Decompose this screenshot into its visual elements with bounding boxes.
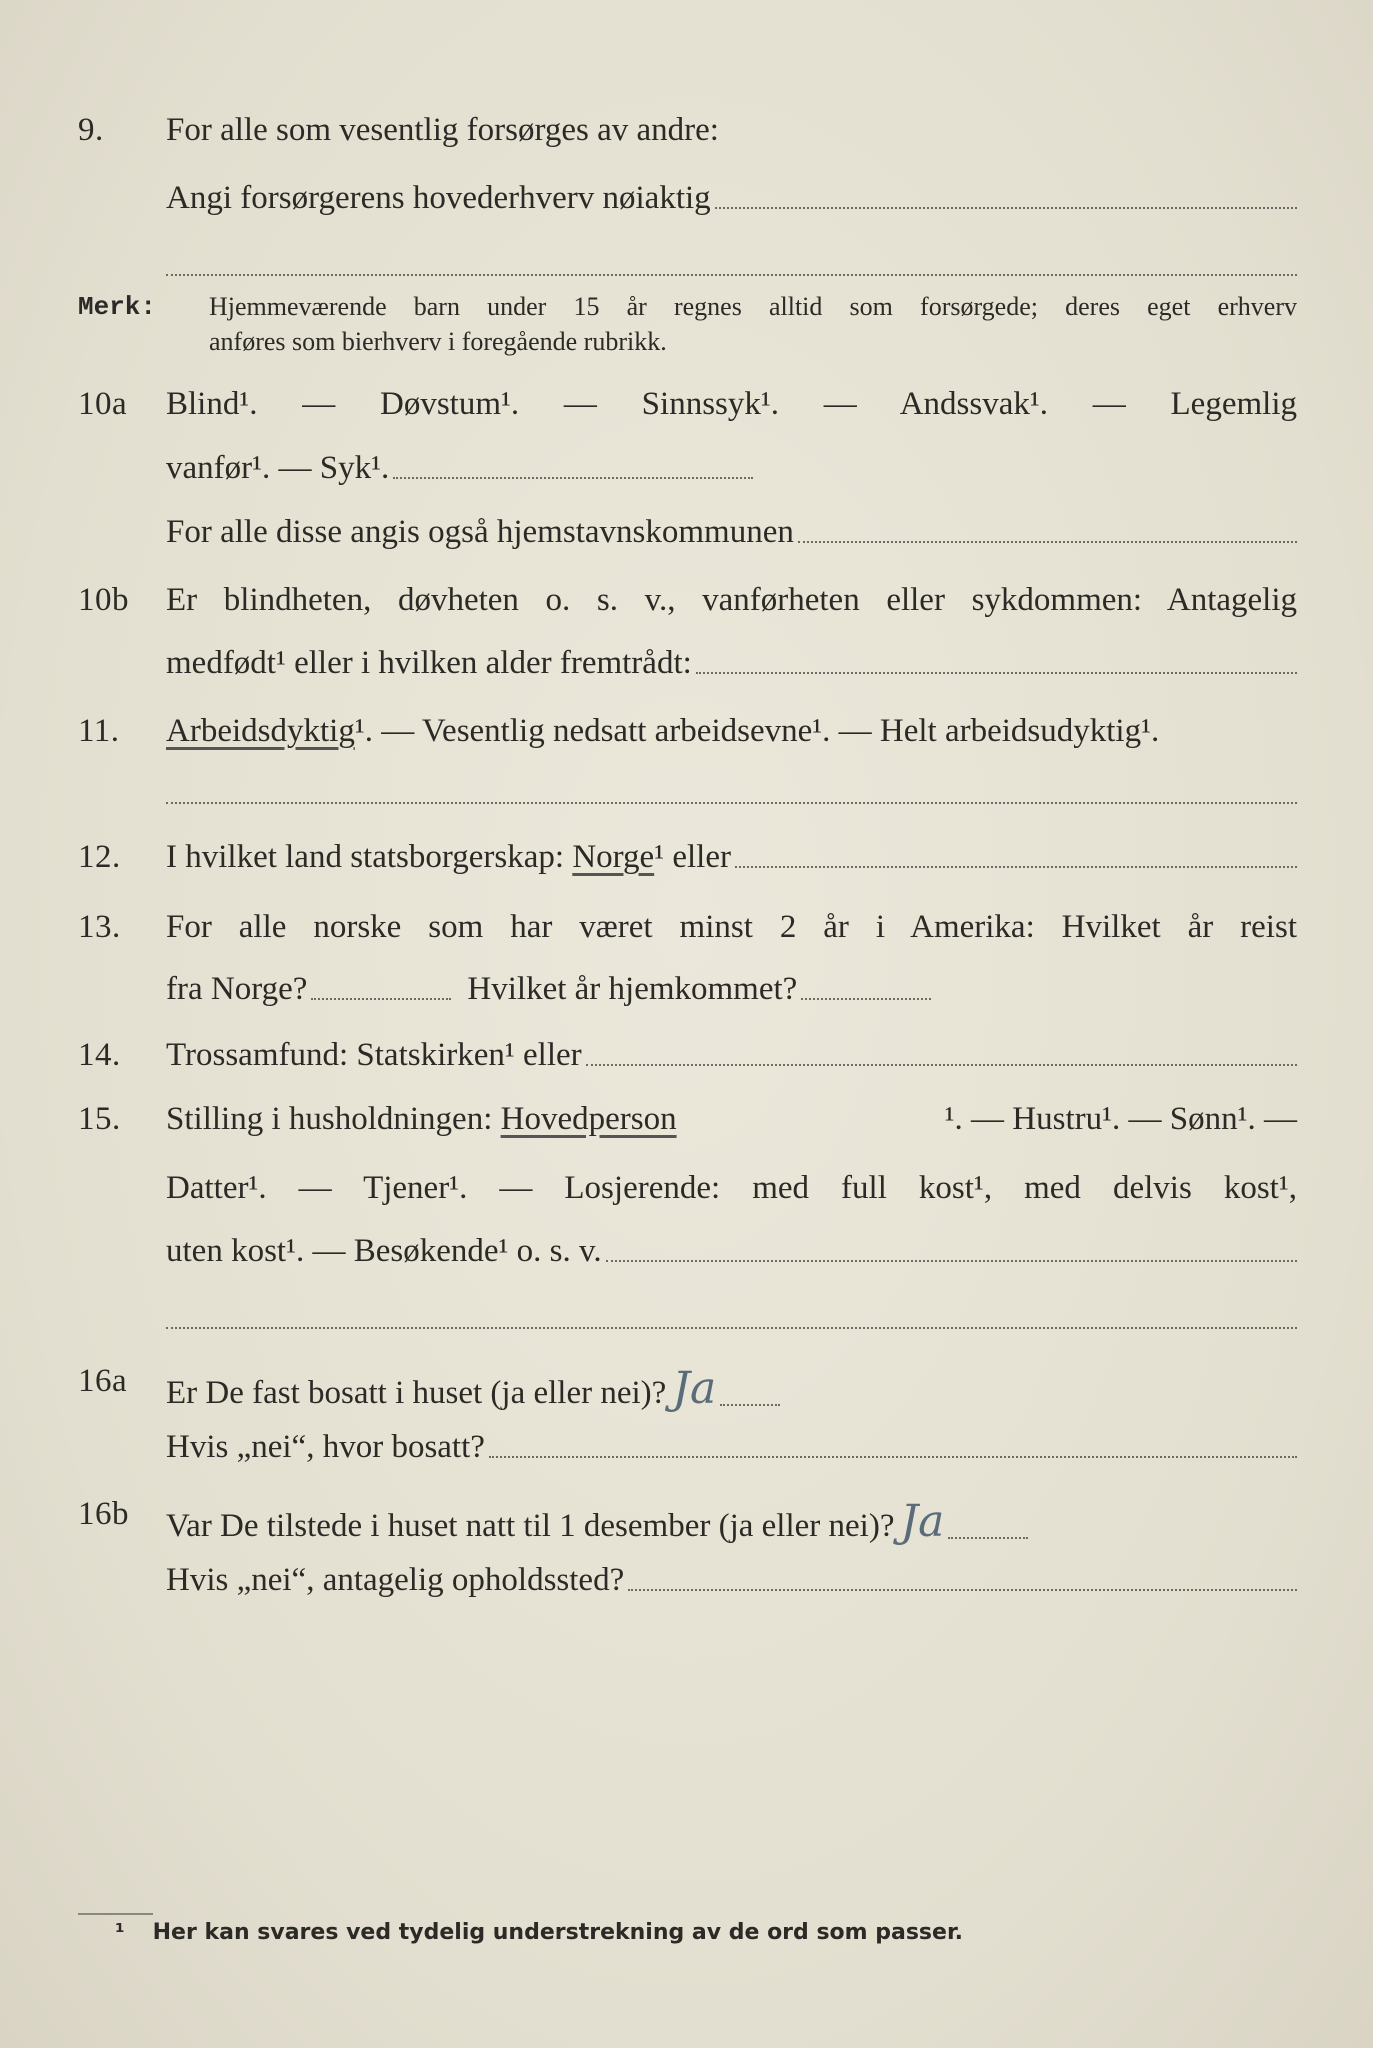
footnote-mark: ¹ — [115, 1920, 125, 1945]
q16a-field[interactable] — [720, 1404, 780, 1406]
q9-line2 — [166, 180, 1297, 217]
q16a-text: Er De fast bosatt i huset (ja eller nei)? — [166, 1375, 667, 1411]
q16a-where-field[interactable] — [489, 1456, 1297, 1458]
q12-text: I hvilket land statsborgerskap: — [166, 839, 573, 875]
q10b-field[interactable] — [696, 672, 1297, 674]
q16a-line1 — [166, 1363, 1297, 1414]
q15-line1 — [166, 1101, 1297, 1138]
q16a-line2 — [166, 1429, 1297, 1466]
q14-line — [166, 1037, 1297, 1074]
merk-label: Merk: — [78, 292, 157, 322]
merk-line1: Hjemmeværende barn under 15 år regnes alltid som forsørgede; deres eget erhverv — [209, 292, 1297, 321]
q11-field[interactable] — [166, 802, 1297, 804]
q14-field[interactable] — [586, 1064, 1297, 1066]
q15-text: Stilling i husholdningen: — [166, 1101, 501, 1137]
q13-return-label: Hvilket år hjemkommet? — [467, 971, 798, 1007]
q12-field[interactable] — [735, 866, 1297, 868]
q15-text3: uten kost¹. — Besøkende¹ o. s. v. — [166, 1233, 602, 1269]
q10a-home-field[interactable] — [798, 541, 1297, 543]
q14-text: Trossamfund: Statskirken¹ eller — [166, 1037, 582, 1073]
q16b-handwritten-answer[interactable]: Ja — [900, 1496, 945, 1547]
q10b-text: medfødt¹ eller i hvilken alder fremtrådt: — [166, 645, 692, 681]
q10a-line1: Blind¹. — Døvstum¹. — Sinnssyk¹. — Andssvak¹. — Legemlig — [166, 386, 1297, 422]
q16b-stay-field[interactable] — [628, 1589, 1297, 1591]
footnote-rule — [78, 1913, 153, 1915]
q13-return-field[interactable] — [801, 998, 931, 1000]
merk-line2 — [209, 327, 1297, 357]
q16a-number: 16a — [78, 1363, 128, 1399]
q12-other: ¹ eller — [654, 839, 731, 875]
q10a-number: 10a — [78, 386, 128, 422]
q9-line1 — [166, 112, 1297, 149]
q10b-line2 — [166, 645, 1297, 682]
q16b-number: 16b — [78, 1496, 129, 1532]
q15-field[interactable] — [606, 1260, 1297, 1262]
q11-line — [166, 713, 1297, 750]
q10b-number: 10b — [78, 582, 129, 618]
footnote-text: Her kan svares ved tydelig understrekning av de ord som passer. — [152, 1920, 964, 1945]
q12-marked-answer: Norge — [572, 839, 655, 875]
q16a-handwritten-answer[interactable]: Ja — [672, 1363, 717, 1414]
q15-options: ¹. — Hustru¹. — Sønn¹. — — [944, 1101, 1297, 1137]
q10a-line3 — [166, 514, 1297, 551]
q12-number: 12. — [78, 839, 121, 875]
q10a-field[interactable] — [393, 477, 753, 479]
q13-left-label: fra Norge? — [166, 971, 308, 1007]
divider — [166, 274, 1297, 276]
q14-number: 14. — [78, 1037, 121, 1073]
q15-line3 — [166, 1233, 1297, 1270]
q13-line2 — [166, 971, 1297, 1008]
q12-line — [166, 839, 1297, 876]
q9-number: 9. — [78, 112, 104, 148]
q16b-field[interactable] — [948, 1537, 1028, 1539]
q11-marked-answer: Arbeidsdyktig — [166, 713, 355, 749]
q15-number: 15. — [78, 1101, 121, 1137]
q16b-text: Var De tilstede i huset natt til 1 desember (ja eller nei)? — [166, 1508, 895, 1544]
q13-line1: For alle norske som har været minst 2 år i Amerika: Hvilket år reist — [166, 909, 1297, 945]
merk-text: anføres som bierhverv i foregående rubrikk. — [209, 327, 667, 356]
q16b-line2 — [166, 1562, 1297, 1599]
q10a-line2 — [166, 450, 1297, 487]
q9-provider-field[interactable] — [715, 207, 1297, 209]
q11-options: ¹. — Vesentlig nedsatt arbeidsevne¹. — Helt arbeidsudyktig¹. — [354, 713, 1160, 749]
q15-field-2[interactable] — [166, 1327, 1297, 1329]
q9-text: For alle som vesentlig forsørges av andre: — [166, 112, 719, 148]
q15-marked-answer: Hovedperson — [500, 1101, 677, 1137]
q13-left-field[interactable] — [311, 998, 451, 1000]
q10a-text: vanfør¹. — Syk¹. — [166, 450, 390, 486]
q13-number: 13. — [78, 909, 121, 945]
q10a-home-label: For alle disse angis også hjemstavnskommunen — [166, 514, 794, 550]
q15-line2: Datter¹. — Tjener¹. — Losjerende: med full kost¹, med delvis kost¹, — [166, 1170, 1297, 1206]
footnote — [115, 1920, 963, 1945]
q11-number: 11. — [78, 713, 120, 749]
q16b-line1 — [166, 1496, 1297, 1547]
q10b-line1: Er blindheten, døvheten o. s. v., vanførheten eller sykdommen: Antagelig — [166, 582, 1297, 618]
q9-provider-label: Angi forsørgerens hovederhverv nøiaktig — [166, 180, 711, 216]
q16a-where-label: Hvis „nei“, hvor bosatt? — [166, 1429, 485, 1465]
q16b-stay-label: Hvis „nei“, antagelig opholdssted? — [166, 1562, 625, 1598]
